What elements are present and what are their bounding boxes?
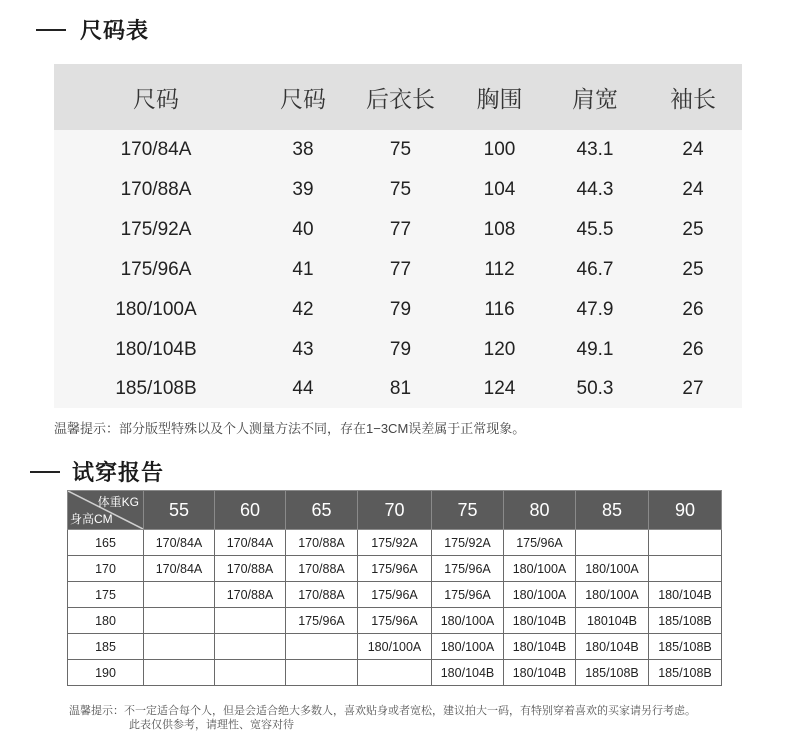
size-cell: 81 [389,378,412,399]
size-cell: 124 [483,378,516,399]
try-report-note [69,704,696,732]
size-cell: 24 [682,179,704,200]
fit-size-cell [215,634,286,660]
weight-header: 90 [649,491,722,530]
size-cell: 112 [484,259,515,280]
fit-size-cell: 180/104B [504,660,576,686]
size-header-cell: 尺码 [258,64,348,130]
fit-size-cell: 180/100A [504,582,576,608]
size-note: 温馨提示：部分版型特殊以及个人测量方法不同，存在1−3CM误差属于正常现象。 [54,421,526,436]
size-table-row [54,370,742,408]
try-table-header-row [68,491,722,530]
fit-size-cell [576,530,649,556]
height-cell: 185 [68,634,144,660]
size-cell: 38 [292,139,314,160]
size-cell: 50.3 [576,378,614,399]
fit-size-cell [144,634,215,660]
size-cell: 40 [292,219,314,240]
weight-header: 70 [358,491,432,530]
fit-size-cell [286,660,358,686]
try-report-title: 试穿报告 [72,460,165,485]
weight-header: 55 [144,491,215,530]
size-cell: 44.3 [576,179,614,200]
size-cell: 120 [483,339,516,360]
fit-size-cell [286,634,358,660]
size-cell: 39 [292,179,314,200]
size-cell: 25 [682,259,704,280]
fit-size-cell: 175/96A [358,608,432,634]
size-cell: 24 [682,139,704,160]
fit-size-cell: 180/100A [432,608,504,634]
heading-dash [36,29,66,31]
size-cell: 26 [682,299,704,320]
try-table-row [68,556,722,582]
weight-header: 80 [504,491,576,530]
fit-size-cell [215,660,286,686]
height-cell: 175 [68,582,144,608]
size-cell: 43 [292,339,314,360]
size-cell: 170/84A [120,139,192,160]
size-cell: 75 [389,179,412,200]
try-table-row [68,608,722,634]
try-report-heading [30,456,164,487]
fit-size-cell: 170/88A [215,582,286,608]
fit-size-cell: 185/108B [649,634,722,660]
size-cell: 100 [483,139,516,160]
fit-size-cell: 170/84A [215,530,286,556]
size-cell: 42 [292,299,314,320]
fit-size-cell: 175/96A [358,556,432,582]
size-cell: 46.7 [576,259,614,280]
weight-header: 75 [432,491,504,530]
fit-size-cell: 175/96A [432,556,504,582]
weight-header: 85 [576,491,649,530]
size-cell: 79 [389,339,412,360]
size-header-cell: 尺码 [54,64,258,130]
fit-size-cell: 175/96A [504,530,576,556]
size-table-row [54,130,742,170]
size-header-cell: 胸围 [453,64,546,130]
fit-size-cell [215,608,286,634]
fit-size-cell: 180/104B [432,660,504,686]
height-axis-label: 身高CM [70,512,113,526]
fit-size-cell: 175/96A [286,608,358,634]
size-chart-title: 尺码表 [80,18,150,43]
size-cell: 116 [484,299,515,320]
size-header-cell: 后衣长 [348,64,453,130]
fit-size-cell [144,608,215,634]
fit-size-cell: 175/96A [432,582,504,608]
fit-size-cell: 180/104B [576,634,649,660]
size-cell: 77 [389,219,412,240]
fit-size-cell: 170/88A [286,582,358,608]
fit-size-cell: 180/100A [358,634,432,660]
size-cell: 43.1 [576,139,614,160]
try-table-row [68,634,722,660]
fit-size-cell: 180/100A [576,582,649,608]
height-cell: 180 [68,608,144,634]
heading-dash [30,471,60,473]
try-table-row [68,660,722,686]
fit-size-cell: 185/108B [649,660,722,686]
weight-header: 65 [286,491,358,530]
try-table-row [68,582,722,608]
try-report-table [67,490,722,686]
fit-size-cell: 180/100A [504,556,576,582]
size-cell: 25 [682,219,704,240]
size-header-cell: 肩宽 [546,64,644,130]
weight-axis-label: 体重KG [97,495,139,509]
size-table-row [54,210,742,250]
height-cell: 170 [68,556,144,582]
fit-size-cell: 185/108B [576,660,649,686]
size-cell: 47.9 [576,299,614,320]
fit-size-cell: 180/104B [504,608,576,634]
fit-size-cell: 180/100A [576,556,649,582]
fit-size-cell: 175/96A [358,582,432,608]
size-cell: 27 [682,378,704,399]
size-cell: 170/88A [120,179,192,200]
size-cell: 175/92A [120,219,192,240]
fit-size-cell [649,556,722,582]
size-cell: 77 [389,259,412,280]
size-header-cell: 袖长 [644,64,742,130]
try-note-line1: 温馨提示：不一定适合每个人，但是会适合绝大多数人，喜欢贴身或者宽松，建议拍大一码，有特别穿着喜欢的买家请另行考虑。 [69,705,696,717]
size-chart-heading [36,14,149,45]
fit-size-cell: 185/108B [649,608,722,634]
fit-size-cell: 170/84A [144,556,215,582]
size-cell: 108 [483,219,516,240]
size-cell: 185/108B [115,378,197,399]
fit-size-cell: 180/104B [649,582,722,608]
size-table-row [54,250,742,290]
size-cell: 180/104B [115,339,197,360]
try-note-line2: 此表仅供参考，请理性、宽容对待 [129,719,294,731]
fit-size-cell: 180104B [576,608,649,634]
size-cell: 41 [292,259,314,280]
size-cell: 180/100A [115,299,197,320]
fit-size-cell: 175/92A [432,530,504,556]
fit-size-cell: 170/88A [286,556,358,582]
size-table-row [54,290,742,330]
fit-size-cell [144,660,215,686]
size-cell: 79 [389,299,412,320]
size-cell: 45.5 [576,219,614,240]
fit-size-cell [649,530,722,556]
fit-size-cell [144,582,215,608]
corner-header [68,491,144,530]
size-table [54,64,742,408]
size-cell: 75 [389,139,412,160]
size-cell: 104 [483,179,516,200]
weight-header: 60 [215,491,286,530]
size-cell: 49.1 [576,339,614,360]
size-cell: 26 [682,339,704,360]
height-cell: 165 [68,530,144,556]
size-table-row [54,170,742,210]
fit-size-cell: 170/88A [215,556,286,582]
height-cell: 190 [68,660,144,686]
size-cell: 44 [292,378,314,399]
fit-size-cell: 180/104B [504,634,576,660]
try-table-row [68,530,722,556]
fit-size-cell: 180/100A [432,634,504,660]
size-table-header-row [54,64,742,130]
size-table-row [54,330,742,370]
fit-size-cell: 175/92A [358,530,432,556]
fit-size-cell: 170/84A [144,530,215,556]
size-cell: 175/96A [120,259,192,280]
fit-size-cell [358,660,432,686]
fit-size-cell: 170/88A [286,530,358,556]
